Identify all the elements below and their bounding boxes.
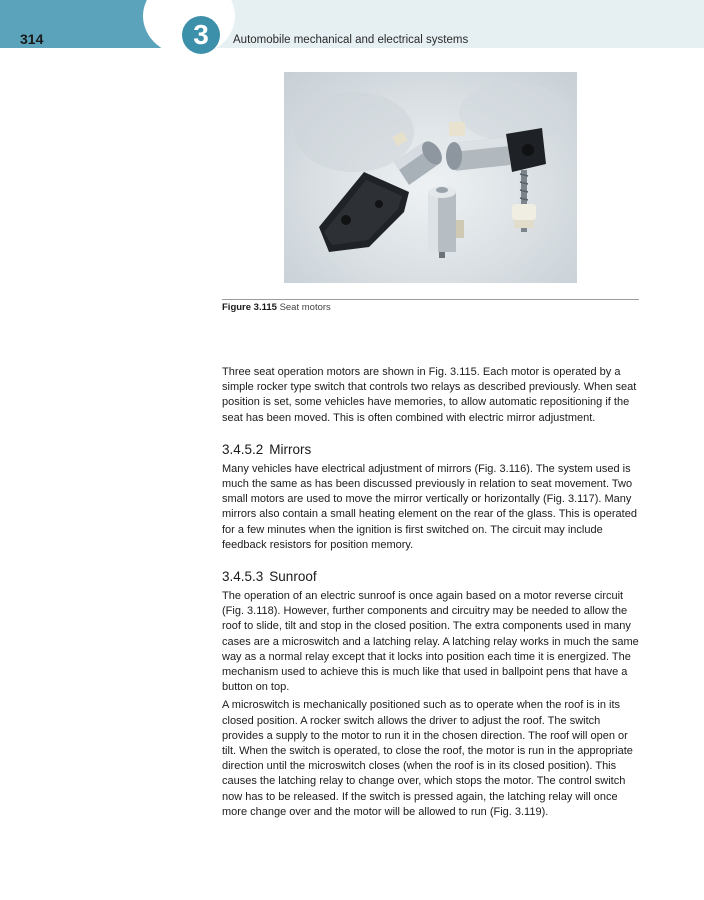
- figure-caption-text: Seat motors: [279, 302, 331, 313]
- section-title: Mirrors: [269, 441, 312, 457]
- page-number: 314: [20, 31, 44, 47]
- mirrors-paragraph: Many vehicles have electrical adjustment of mirrors (Fig. 3.116). The system used is much the same as has been discussed previously in relation to seat movement. Two small motors are used to move the mirror vertically or horizontally (Fig. 3.117). Many mirrors also contain a small heating element on the rear of the glass. This is operated for a few minutes when the ignition is first switched on. The circuit may include feedback resistors for position memory.: [222, 462, 637, 551]
- section-heading-sunroof: [222, 568, 642, 585]
- seat-motors-photo: [284, 72, 577, 283]
- figure-caption: [222, 302, 331, 313]
- sunroof-paragraph-1: The operation of an electric sunroof is once again based on a motor reverse circuit (Fig. 3.118). However, further components and circuitry may be needed to allow the roof to slide, tilt and stop in the closed position. The extra components used in many cases are a microswitch and a latching relay. A latching relay works in much the same way as a normal relay except that it locks into position each time it is energized. The mechanism used to achieve this is much like that used in ballpoint pens that have a button on top.: [222, 590, 639, 694]
- intro-paragraph: Three seat operation motors are shown in Fig. 3.115. Each motor is operated by a simple rocker type switch that controls two relays as described previously. When seat position is set, some vehicles have memories, to allow automatic repositioning if the seat has been moved. This is often combined with electric mirror adjustment.: [222, 366, 637, 424]
- middle-seat-motor: [428, 186, 464, 258]
- running-title: Automobile mechanical and electrical systems: [233, 34, 469, 46]
- chapter-badge: 3: [182, 16, 220, 54]
- right-seat-motor: [446, 122, 546, 232]
- section-title: Sunroof: [269, 569, 317, 585]
- seat-motors-illustration: [284, 72, 577, 283]
- caption-rule: [222, 299, 639, 300]
- section-number: 3.4.5.3: [222, 569, 264, 585]
- body-text: [222, 365, 642, 823]
- section-number: 3.4.5.2: [222, 441, 264, 457]
- section-heading-mirrors: [222, 441, 642, 458]
- sunroof-paragraph-2: A microswitch is mechanically positioned such as to operate when the roof is in its closed position. A rocker switch allows the driver to adjust the roof. The switch provides a supply to the motor to run it in the chosen direction. The roof will open or tilt. When the switch is operated, to close the roof, the motor is run in the appropriate direction until the microswitch closes (when the roof is in its closed position). This causes the latching relay to change over, which stops the motor. The control switch now has to be released. If the switch is pressed again, the latching relay will once more change over and the motor will be allowed to run (Fig. 3.119).: [222, 699, 633, 818]
- figure-label: Figure 3.115: [222, 302, 277, 313]
